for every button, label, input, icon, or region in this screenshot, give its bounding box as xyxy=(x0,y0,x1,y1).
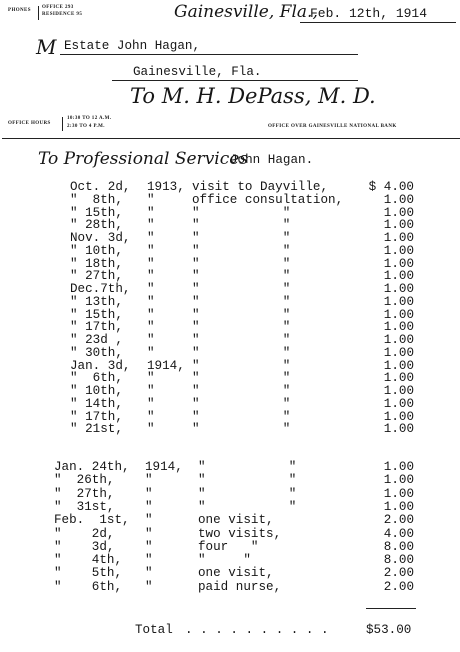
line-item-date: " 14th, xyxy=(70,396,123,411)
line-item-date: " 15th, xyxy=(70,307,123,322)
line-item-description: visit to Dayville, xyxy=(192,180,329,194)
line-item-year: " xyxy=(145,553,153,568)
letter-date: Feb. 12th, 1914 xyxy=(310,6,428,21)
line-item-year: " xyxy=(147,422,155,437)
line-item-date: " 3d, xyxy=(54,539,115,554)
line-item-year: " xyxy=(147,294,155,309)
line-item-description: paid nurse, xyxy=(198,579,282,594)
line-item-amount: 2.00 xyxy=(383,513,414,528)
line-item-amount: 1.00 xyxy=(383,422,414,437)
office-hours-afternoon: 2:30 TO 4 P.M. xyxy=(67,124,105,129)
office-hours-label: OFFICE HOURS xyxy=(8,121,51,126)
line-item-date: " 10th, xyxy=(70,243,123,258)
line-item-description: " " xyxy=(198,499,297,514)
line-item-description: " " xyxy=(192,218,291,233)
line-item-description: " " xyxy=(192,358,291,373)
line-item-date: " 27th, xyxy=(54,486,115,501)
line-item-year: " xyxy=(147,192,155,207)
line-item-year: " xyxy=(147,256,155,271)
line-item-description: " " xyxy=(192,243,291,258)
line-item-date: " 26th, xyxy=(54,473,115,488)
line-item-year: " xyxy=(147,282,155,296)
line-item-description: " " xyxy=(192,333,291,347)
line-item-description: " " xyxy=(192,320,291,335)
line-item-description: " " xyxy=(198,486,297,501)
line-item-date: " 2d, xyxy=(54,526,115,541)
line-item-date: Jan. 3d, xyxy=(70,358,131,373)
line-item-amount: 1.00 xyxy=(383,473,414,488)
line-item-date: " 6th, xyxy=(54,579,123,594)
line-item-description: " " xyxy=(192,307,291,322)
line-item-description: one visit, xyxy=(198,566,274,581)
office-hours-divider xyxy=(62,117,63,131)
doctor-name: To M. H. DePass, M. D. xyxy=(130,84,376,108)
line-item-year: " xyxy=(147,371,155,386)
line-item-description: " " xyxy=(192,256,291,271)
line-item-amount: 1.00 xyxy=(383,231,414,245)
line-item-year: 1914, xyxy=(147,358,185,373)
line-item-year: " xyxy=(147,307,155,322)
line-item-date: " 23d , xyxy=(70,333,123,347)
line-item-date: " 5th, xyxy=(54,566,123,581)
line-item-amount: 2.00 xyxy=(383,566,414,581)
line-item-date: " 31st, xyxy=(54,499,115,514)
line-item-date: " 17th, xyxy=(70,320,123,335)
line-item-amount: 1.00 xyxy=(383,205,414,220)
line-item-date: " 10th, xyxy=(70,384,123,398)
total-rule xyxy=(366,608,416,609)
line-item-date: " 21st, xyxy=(70,422,123,437)
line-item-amount: 1.00 xyxy=(383,396,414,411)
line-item-year: " xyxy=(147,205,155,220)
line-item-amount: 1.00 xyxy=(383,320,414,335)
line-item-year: " xyxy=(147,333,155,347)
office-phone: OFFICE 293 xyxy=(42,5,74,10)
line-item-description: " " xyxy=(192,384,291,398)
line-item-description: " " xyxy=(192,422,291,437)
line-item-description: " " xyxy=(198,553,251,568)
services-heading: To Professional Services xyxy=(38,149,249,169)
line-item-description: " " xyxy=(192,231,291,245)
line-item-year: " xyxy=(147,320,155,335)
line-item-description: " " xyxy=(192,371,291,386)
line-item-date: Nov. 3d, xyxy=(70,231,131,245)
line-item-description: " " xyxy=(192,345,291,360)
line-item-date: " 8th, xyxy=(70,192,123,207)
line-item-amount: 8.00 xyxy=(383,553,414,568)
line-item-year: " xyxy=(147,269,155,284)
office-hours-morning: 10:30 TO 12 A.M. xyxy=(67,116,112,121)
line-item-year: " xyxy=(147,396,155,411)
line-item-year: " xyxy=(145,579,153,594)
phones-label: PHONES xyxy=(8,8,31,13)
recipient-city: Gainesville, Fla. xyxy=(133,65,262,79)
recipient-city-underline xyxy=(112,80,358,81)
line-item-description: four " xyxy=(198,539,259,554)
line-item-description: one visit, xyxy=(198,513,274,528)
line-item-date: Dec.7th, xyxy=(70,282,131,296)
recipient-name-underline xyxy=(60,54,358,55)
line-item-date: " 28th, xyxy=(70,218,123,233)
line-item-description: " " xyxy=(192,409,291,424)
date-underline xyxy=(300,22,456,23)
line-item-date: " 15th, xyxy=(70,205,123,220)
line-item-date: Jan. 24th, xyxy=(54,460,130,474)
line-item-year: 1913, xyxy=(147,180,185,194)
line-item-year: " xyxy=(147,243,155,258)
line-item-amount: 1.00 xyxy=(383,333,414,347)
line-item-amount: 1.00 xyxy=(383,282,414,296)
line-item-date: " 17th, xyxy=(70,409,123,424)
line-item-description: " " xyxy=(192,282,291,296)
line-item-date: " 6th, xyxy=(70,371,123,386)
recipient-name: Estate John Hagan, xyxy=(64,39,201,53)
line-item-description: " " xyxy=(192,396,291,411)
line-item-amount: 1.00 xyxy=(383,294,414,309)
line-item-amount: 1.00 xyxy=(383,218,414,233)
line-item-amount: 1.00 xyxy=(383,307,414,322)
line-item-year: " xyxy=(147,231,155,245)
line-item-amount: 1.00 xyxy=(383,460,414,474)
line-item-amount: 1.00 xyxy=(383,499,414,514)
line-item-description: two visits, xyxy=(198,526,282,541)
letterhead-divider xyxy=(2,138,460,139)
line-item-description: " " xyxy=(192,205,291,220)
line-item-date: " 18th, xyxy=(70,256,123,271)
line-item-amount: 1.00 xyxy=(383,256,414,271)
line-item-amount: 2.00 xyxy=(383,579,414,594)
line-item-year: " xyxy=(145,486,153,501)
line-item-amount: 1.00 xyxy=(383,269,414,284)
total-label: Total xyxy=(135,623,173,637)
line-item-year: " xyxy=(145,526,153,541)
line-item-amount: 1.00 xyxy=(383,192,414,207)
line-item-amount: 1.00 xyxy=(383,486,414,501)
line-item-amount: 1.00 xyxy=(383,358,414,373)
line-item-year: " xyxy=(145,513,153,528)
total-amount: $53.00 xyxy=(366,623,412,637)
line-item-year: " xyxy=(147,409,155,424)
line-item-amount: 8.00 xyxy=(383,539,414,554)
line-item-date: Oct. 2d, xyxy=(70,180,131,194)
line-item-year: " xyxy=(147,384,155,398)
line-item-amount: 1.00 xyxy=(383,384,414,398)
line-item-amount: 1.00 xyxy=(383,409,414,424)
line-item-date: " 13th, xyxy=(70,294,123,309)
line-item-amount: 1.00 xyxy=(383,371,414,386)
line-item-description: " " xyxy=(192,294,291,309)
line-item-date: " 30th, xyxy=(70,345,123,360)
salutation-mark: M xyxy=(36,35,57,59)
line-item-description: " " xyxy=(192,269,291,284)
line-item-date: Feb. 1st, xyxy=(54,513,130,528)
place-heading: Gainesville, Fla., xyxy=(174,2,318,22)
phones-divider xyxy=(38,6,39,20)
office-location: OFFICE OVER GAINESVILLE NATIONAL BANK xyxy=(268,124,397,129)
line-item-year: 1914, xyxy=(145,460,183,474)
total-leader: . . . . . . . . . . xyxy=(185,623,329,637)
line-item-date: " 4th, xyxy=(54,553,123,568)
line-item-description: " " xyxy=(198,473,297,488)
line-item-amount: 4.00 xyxy=(383,526,414,541)
line-item-amount: $ 4.00 xyxy=(368,180,414,194)
line-item-year: " xyxy=(145,539,153,554)
line-item-amount: 1.00 xyxy=(383,243,414,258)
line-item-year: " xyxy=(147,345,155,360)
line-item-amount: 1.00 xyxy=(383,345,414,360)
line-item-description: office consultation, xyxy=(192,192,344,207)
line-item-year: " xyxy=(145,499,153,514)
line-item-year: " xyxy=(147,218,155,233)
patient-name: John Hagan. xyxy=(230,153,314,167)
line-item-date: " 27th, xyxy=(70,269,123,284)
line-item-year: " xyxy=(145,566,153,581)
line-item-description: " " xyxy=(198,460,297,474)
residence-phone: RESIDENCE 95 xyxy=(42,12,83,17)
line-item-year: " xyxy=(145,473,153,488)
